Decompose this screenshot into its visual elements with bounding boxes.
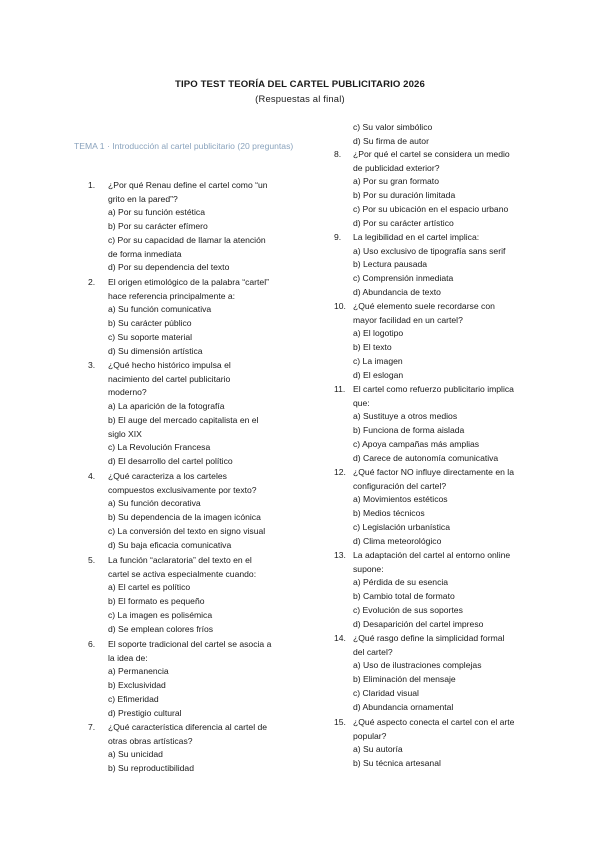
- question-stem: de publicidad exterior?: [353, 162, 440, 173]
- question-body: [108, 470, 290, 552]
- question-body: [353, 466, 534, 548]
- question-stem: La función “aclaratoria” del texto en el: [108, 555, 252, 565]
- answer-option: a) El cartel es político: [108, 582, 191, 593]
- question-2: [90, 276, 290, 358]
- answer-option: a) Sustituye a otros medios: [353, 411, 458, 422]
- question-5: [90, 554, 290, 636]
- question-body: [353, 300, 534, 382]
- answer-option: c) La imagen es polisémica: [108, 609, 213, 620]
- answer-option: c) Por su ubicación en el espacio urbano: [353, 203, 509, 214]
- answer-option: b) El texto: [353, 342, 392, 353]
- answer-option: a) Su unicidad: [108, 749, 163, 760]
- answer-option: b) Su técnica artesanal: [353, 758, 441, 769]
- answer-option: b) Lectura pausada: [353, 259, 428, 270]
- answer-option: c) Comprensión inmediata: [353, 273, 454, 284]
- question-body: [353, 632, 534, 714]
- question-body: [353, 549, 534, 631]
- question-number: 14.: [334, 633, 346, 643]
- answer-option: b) Eliminación del mensaje: [353, 674, 456, 685]
- question-body: [353, 231, 534, 300]
- question-number: 5.: [88, 555, 96, 565]
- question-stem: moderno?: [108, 387, 147, 398]
- answer-option: a) Pérdida de su esencia: [353, 577, 449, 588]
- answer-option: a) Por su gran formato: [353, 176, 439, 187]
- question-number: 7.: [88, 722, 96, 732]
- answer-option: d) Abundancia ornamental: [353, 701, 454, 712]
- answer-option: b) Por su carácter efímero: [108, 221, 208, 232]
- question-stem: ¿Qué caracteriza a los carteles: [108, 471, 227, 481]
- answer-option: b) Funciona de forma aislada: [353, 425, 465, 436]
- answer-option: d) El desarrollo del cartel político: [108, 455, 233, 466]
- question-number: 2.: [88, 277, 96, 287]
- question-stem: hace referencia principalmente a:: [108, 290, 236, 301]
- question-1: [90, 179, 290, 275]
- answer-option: b) Su carácter público: [108, 318, 192, 329]
- question-15: [334, 716, 534, 771]
- question-number: 3.: [88, 360, 96, 370]
- answer-option: c) La conversión del texto en signo visual: [108, 525, 266, 536]
- question-body: [108, 721, 290, 776]
- question-number: 4.: [88, 471, 96, 481]
- question-number: 15.: [334, 717, 346, 727]
- question-stem: compuestos exclusivamente por texto?: [108, 484, 257, 495]
- question-body: [353, 383, 534, 465]
- section-heading: TEMA 1 · Introducción al cartel publicitario (20 preguntas): [74, 141, 294, 151]
- question-stem: ¿Qué aspecto conecta el cartel con el arte: [353, 717, 515, 727]
- answer-option: c) La Revolución Francesa: [108, 442, 211, 453]
- answer-option: siglo XIX: [108, 428, 142, 439]
- answer-option: d) Prestigio cultural: [108, 707, 182, 718]
- answer-option: b) Exclusividad: [108, 680, 166, 691]
- question-stem: otras obras artísticas?: [108, 735, 193, 746]
- question-number: 8.: [334, 149, 342, 159]
- answer-option: de forma inmediata: [108, 248, 182, 259]
- answer-option: b) El formato es pequeño: [108, 596, 205, 607]
- answer-option: b) Su reproductibilidad: [108, 763, 194, 774]
- answer-option: a) Uso de ilustraciones complejas: [353, 660, 482, 671]
- question-stem: configuración del cartel?: [353, 480, 447, 491]
- question-stem: grito en la pared”?: [108, 193, 178, 204]
- question-7: [90, 721, 290, 776]
- question-number: 11.: [334, 384, 346, 394]
- answer-option: a) El logotipo: [353, 328, 404, 339]
- question-14: [334, 632, 534, 714]
- answer-option: c) Legislación urbanística: [353, 521, 450, 532]
- question-stem: del cartel?: [353, 646, 393, 657]
- question-stem: ¿Qué hecho histórico impulsa el: [108, 360, 231, 370]
- answer-option: d) Se emplean colores fríos: [108, 623, 214, 634]
- answer-option: c) Su soporte material: [108, 331, 193, 342]
- answer-option: d) Su dimensión artística: [108, 345, 203, 356]
- document-title: TIPO TEST TEORÍA DEL CARTEL PUBLICITARIO 2026: [175, 79, 425, 90]
- question-number: 10.: [334, 301, 346, 311]
- answer-option: a) Permanencia: [108, 666, 169, 677]
- question-number: 9.: [334, 232, 342, 242]
- answer-option: b) Por su duración limitada: [353, 190, 456, 201]
- answer-option: a) Movimientos estéticos: [353, 494, 448, 505]
- question-stem: ¿Qué factor NO influye directamente en la: [353, 467, 514, 477]
- option-text: c) Su valor simbólico: [353, 122, 433, 132]
- question-number: 12.: [334, 467, 346, 477]
- question-6: [90, 638, 290, 720]
- question-body: [108, 179, 290, 275]
- continued-options: [353, 121, 543, 148]
- answer-option: d) Por su carácter artístico: [353, 217, 454, 228]
- question-body: [353, 716, 534, 771]
- answer-option: d) El eslogan: [353, 369, 404, 380]
- question-8: [334, 148, 534, 230]
- question-4: [90, 470, 290, 552]
- question-stem: El cartel como refuerzo publicitario implica: [353, 384, 514, 394]
- question-stem: El origen etimológico de la palabra “cartel”: [108, 277, 269, 287]
- answer-option: c) Por su capacidad de llamar la atención: [108, 234, 266, 245]
- answer-option: c) Claridad visual: [353, 687, 419, 698]
- question-stem: cartel se activa especialmente cuando:: [108, 568, 257, 579]
- answer-option: d) Desaparición del cartel impreso: [353, 618, 484, 629]
- answer-option: a) Su función comunicativa: [108, 304, 212, 315]
- answer-option: d) Por su dependencia del texto: [108, 262, 230, 273]
- question-body: [108, 638, 290, 720]
- question-stem: ¿Qué elemento suele recordarse con: [353, 301, 495, 311]
- answer-option: a) Por su función estética: [108, 207, 205, 218]
- question-body: [108, 359, 290, 469]
- question-stem: la idea de:: [108, 652, 148, 663]
- question-stem: ¿Qué rasgo define la simplicidad formal: [353, 633, 505, 643]
- answer-option: a) Uso exclusivo de tipografía sans serif: [353, 245, 506, 256]
- question-stem: El soporte tradicional del cartel se asocia a: [108, 639, 272, 649]
- answer-option: a) Su autoría: [353, 744, 403, 755]
- question-10: [334, 300, 534, 382]
- question-body: [108, 276, 290, 358]
- question-stem: ¿Qué característica diferencia al cartel de: [108, 722, 268, 732]
- question-3: [90, 359, 290, 469]
- option-text: d) Su firma de autor: [353, 135, 429, 146]
- question-13: [334, 549, 534, 631]
- question-stem: que:: [353, 397, 370, 408]
- answer-option: c) Apoya campañas más amplias: [353, 438, 480, 449]
- question-11: [334, 383, 534, 465]
- question-stem: popular?: [353, 730, 387, 741]
- answer-option: a) La aparición de la fotografía: [108, 401, 225, 412]
- question-stem: supone:: [353, 563, 384, 574]
- answer-option: c) Evolución de sus soportes: [353, 604, 463, 615]
- answer-option: d) Clima meteorológico: [353, 535, 442, 546]
- answer-option: d) Abundancia de texto: [353, 286, 441, 297]
- answer-option: d) Su baja eficacia comunicativa: [108, 539, 232, 550]
- answer-option: b) Cambio total de formato: [353, 591, 455, 602]
- question-9: [334, 231, 534, 300]
- answer-option: b) Medios técnicos: [353, 508, 425, 519]
- question-stem: La legibilidad en el cartel implica:: [353, 232, 480, 242]
- question-body: [108, 554, 290, 636]
- question-body: [353, 148, 534, 230]
- answer-option: a) Su función decorativa: [108, 498, 201, 509]
- answer-option: b) El auge del mercado capitalista en el: [108, 414, 259, 425]
- question-stem: La adaptación del cartel al entorno online: [353, 550, 511, 560]
- answer-option: c) Efimeridad: [108, 693, 159, 704]
- question-stem: ¿Por qué el cartel se considera un medio: [353, 149, 510, 159]
- answer-option: d) Carece de autonomía comunicativa: [353, 452, 499, 463]
- question-stem: nacimiento del cartel publicitario: [108, 373, 231, 384]
- question-number: 1.: [88, 180, 96, 190]
- answer-option: b) Su dependencia de la imagen icónica: [108, 512, 261, 523]
- question-number: 13.: [334, 550, 346, 560]
- question-12: [334, 466, 534, 548]
- question-stem: ¿Por qué Renau define el cartel como “un: [108, 180, 268, 190]
- answer-option: c) La imagen: [353, 355, 403, 366]
- question-stem: mayor facilidad en un cartel?: [353, 314, 463, 325]
- question-number: 6.: [88, 639, 96, 649]
- document-subtitle: (Respuestas al final): [255, 93, 345, 104]
